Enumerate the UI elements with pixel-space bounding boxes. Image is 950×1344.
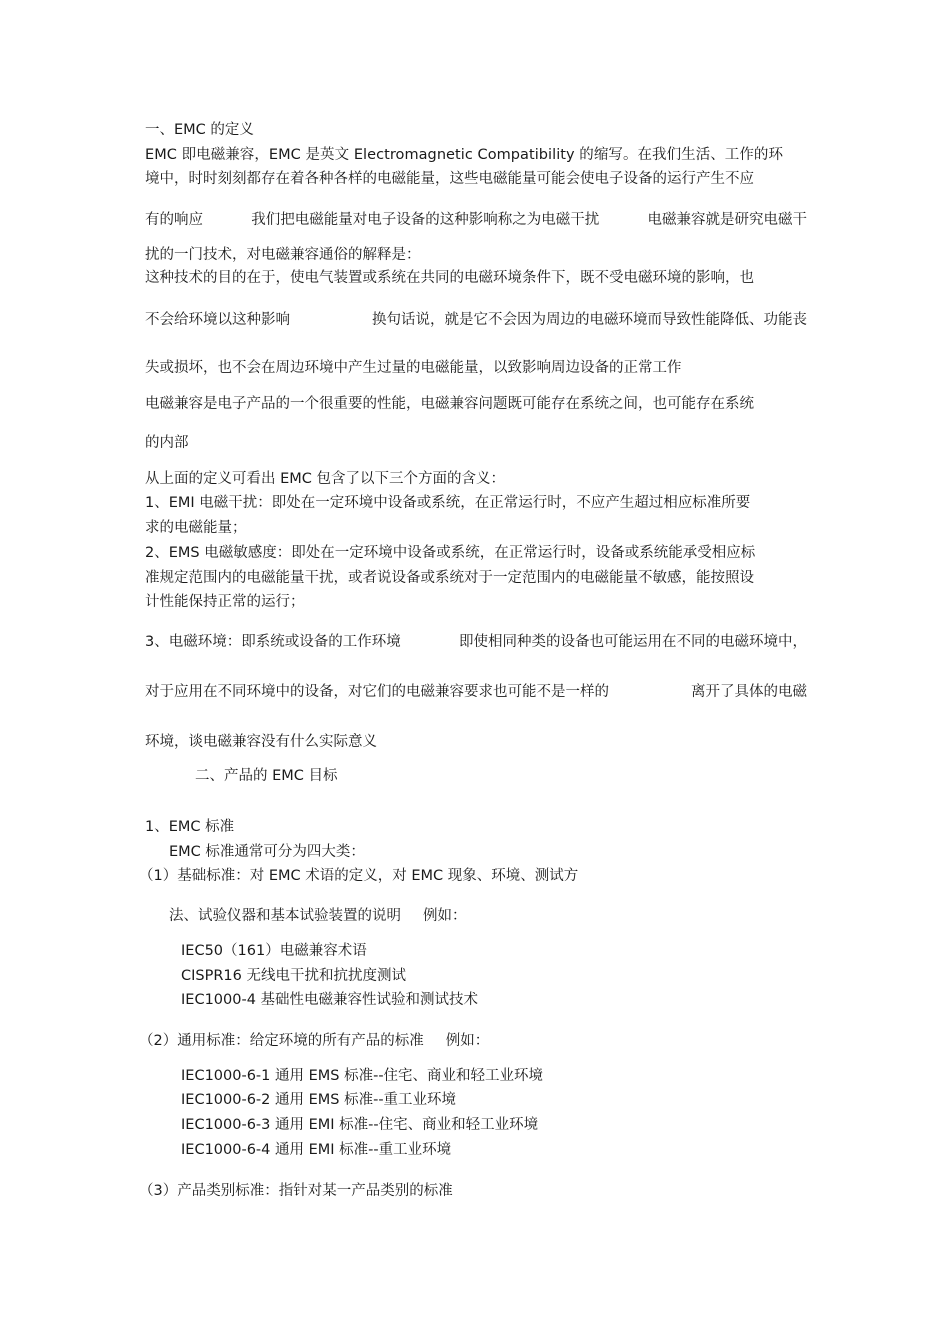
- category-2-example-4: IEC1000-6-4 通用 EMI 标准--重工业环境: [181, 1142, 452, 1158]
- category-2-line: （2）通用标准：给定环境的所有产品的标准 例如：: [139, 1033, 490, 1049]
- category-2-example-2: IEC1000-6-2 通用 EMS 标准--重工业环境: [181, 1092, 457, 1108]
- category-2-example-1: IEC1000-6-1 通用 EMS 标准--住宅、商业和轻工业环境: [181, 1068, 544, 1084]
- category-2-example-3: IEC1000-6-3 通用 EMI 标准--住宅、商业和轻工业环境: [181, 1117, 539, 1133]
- item-3-line-1: 3、电磁环境：即系统或设备的工作环境 即使相同种类的设备也可能运用在不同的电磁环境中，: [145, 634, 807, 650]
- subsection-1-heading: 1、EMC 标准: [145, 819, 235, 835]
- section-2-heading: 二、产品的 EMC 目标: [195, 768, 338, 784]
- category-3-line: （3）产品类别标准：指针对某一产品类别的标准: [139, 1183, 453, 1199]
- paragraph-2-line-2: 不会给环境以这种影响 换句话说，就是它不会因为周边的电磁环境而导致性能降低、功能丧: [145, 312, 807, 328]
- category-1-example-2: CISPR16 无线电干扰和抗扰度测试: [181, 968, 406, 984]
- paragraph-1-line-3: 有的响应 我们把电磁能量对电子设备的这种影响称之为电磁干扰 电磁兼容就是研究电磁干: [145, 212, 807, 228]
- item-3-line-3: 环境，谈电磁兼容没有什么实际意义: [145, 734, 377, 750]
- item-2-line-3: 计性能保持正常的运行；: [145, 594, 305, 610]
- paragraph-3-line-1: 电磁兼容是电子产品的一个很重要的性能，电磁兼容问题既可能存在系统之间，也可能存在系统: [145, 396, 754, 412]
- paragraph-4: 从上面的定义可看出 EMC 包含了以下三个方面的含义：: [145, 471, 506, 487]
- item-2-line-2: 准规定范围内的电磁能量干扰，或者说设备或系统对于一定范围内的电磁能量不敏感，能按照设: [145, 570, 754, 586]
- category-1-line-1: （1）基础标准：对 EMC 术语的定义，对 EMC 现象、环境、测试方: [139, 868, 579, 884]
- section-1-heading: 一、EMC 的定义: [145, 122, 254, 138]
- category-1-example-3: IEC1000-4 基础性电磁兼容性试验和测试技术: [181, 992, 479, 1008]
- paragraph-3-line-2: 的内部: [145, 435, 189, 451]
- item-2-line-1: 2、EMS 电磁敏感度：即处在一定环境中设备或系统，在正常运行时，设备或系统能承受相应标: [145, 545, 756, 561]
- standards-intro: EMC 标准通常可分为四大类：: [169, 844, 365, 860]
- paragraph-2-line-3: 失或损坏，也不会在周边环境中产生过量的电磁能量，以致影响周边设备的正常工作: [145, 360, 682, 376]
- item-1-line-1: 1、EMI 电磁干扰：即处在一定环境中设备或系统，在正常运行时，不应产生超过相应标准所要: [145, 495, 751, 511]
- paragraph-1-line-2: 境中，时时刻刻都存在着各种各样的电磁能量，这些电磁能量可能会使电子设备的运行产生不应: [145, 171, 754, 187]
- category-1-example-1: IEC50（161）电磁兼容术语: [181, 943, 367, 959]
- paragraph-1-line-1: EMC 即电磁兼容，EMC 是英文 Electromagnetic Compatibility 的缩写。在我们生活、工作的环: [145, 147, 784, 163]
- item-3-line-2: 对于应用在不同环境中的设备，对它们的电磁兼容要求也可能不是一样的 离开了具体的电磁: [145, 684, 807, 700]
- category-1-line-2: 法、试验仪器和基本试验装置的说明 例如：: [169, 908, 467, 924]
- item-1-line-2: 求的电磁能量；: [145, 520, 247, 536]
- paragraph-1-line-4: 扰的一门技术，对电磁兼容通俗的解释是：: [145, 247, 421, 263]
- paragraph-2-line-1: 这种技术的目的在于，使电气装置或系统在共同的电磁环境条件下，既不受电磁环境的影响，也: [145, 270, 754, 286]
